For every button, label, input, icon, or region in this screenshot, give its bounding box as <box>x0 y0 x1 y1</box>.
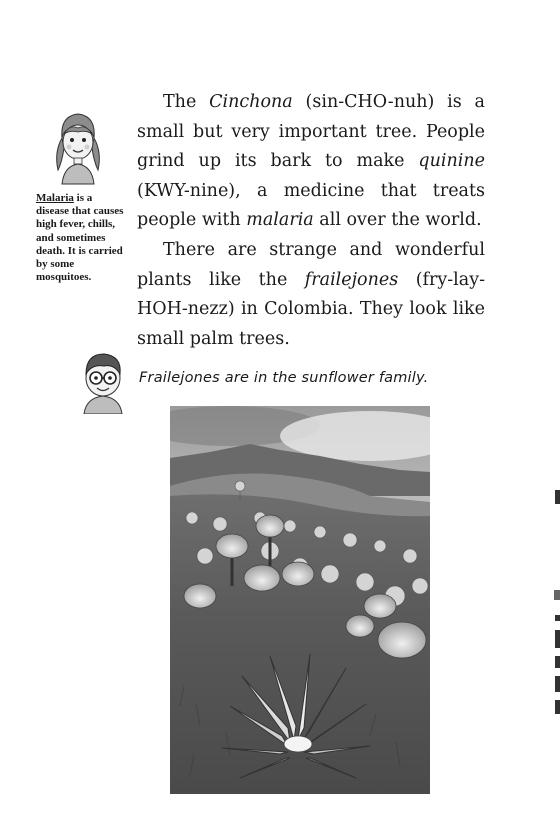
text-run: (sin-CHO-nuh) is a small but very important tree. People grind up its bark to make <box>137 92 485 172</box>
text-run: (KWY-nine), a medicine that treats people with <box>137 180 485 231</box>
term-malaria: malaria <box>246 210 314 231</box>
sidebar-term: Malaria <box>36 192 74 204</box>
text-run: all over the world. <box>313 210 482 231</box>
term-quinine: quinine <box>418 151 485 172</box>
text-run: (fry-lay-HOH-nezz) in Colombia. They look like small palm trees. <box>137 269 485 349</box>
term-frailejones: frailejones <box>304 269 399 290</box>
callout-note: Frailejones are in the sunflower family. <box>139 370 429 386</box>
main-text <box>137 88 485 354</box>
text-run: The <box>163 92 210 112</box>
page-gutter-marks <box>551 490 560 720</box>
paragraph-frailejones <box>137 236 485 354</box>
text-run: There are strange and wonderful plants like the <box>137 239 485 290</box>
sidebar-definition-text: is a disease that causes high fever, chills, and sometimes death. It is carried by some mosquitoes. <box>36 192 124 284</box>
term-cinchona: Cinchona <box>209 92 293 112</box>
frailejones-photo <box>170 406 430 794</box>
girl-avatar-icon <box>50 108 106 186</box>
paragraph-cinchona <box>137 88 485 236</box>
sidebar-definition <box>36 192 124 284</box>
boy-avatar-icon <box>74 348 132 414</box>
